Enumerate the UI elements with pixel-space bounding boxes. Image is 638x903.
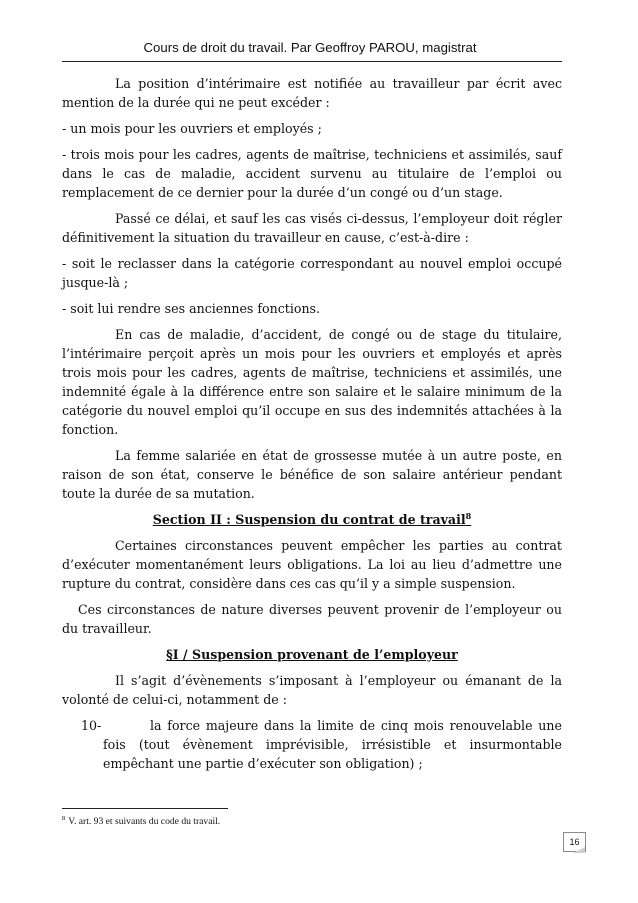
paragraph: En cas de maladie, d’accident, de congé ou de stage du titulaire, l’intérimaire perçoit après un mois pour les ouvriers et employés et après trois mois pour les cadres, agents de maîtrise, techniciens et assimilés, une indemnité égale à la différence entre son salaire et le salaire minimum de la catégorie du nouvel emploi qu’il occupe en sus des indemnités attachées à la fonction.: [62, 327, 562, 437]
footnote-separator: [62, 808, 228, 809]
header-rule: [62, 61, 562, 62]
page-number: 16: [569, 837, 580, 847]
numbered-list-item: [62, 716, 562, 773]
section-heading: [62, 510, 562, 529]
paragraph: Il s’agit d’évènements s’imposant à l’employeur ou émanant de la volonté de celui-ci, notamment de :: [62, 673, 562, 707]
section-heading-text: Section II : Suspension du contrat de travail: [152, 512, 466, 527]
footnote: [62, 816, 220, 827]
footnote-number: 8: [62, 814, 66, 822]
list-dash-item: - trois mois pour les cadres, agents de maîtrise, techniciens et assimilés, sauf dans le cas de maladie, accident survenu au titulaire de l’emploi ou remplacement de ce dernier pour la durée d’un congé ou d’un stage.: [62, 147, 562, 200]
paragraph: Passé ce délai, et sauf les cas visés ci-dessus, l’employeur doit régler définitivement la situation du travailleur en cause, c’est-à-dire :: [62, 211, 562, 245]
footnote-reference: 8: [465, 510, 472, 521]
list-dash-item: - un mois pour les ouvriers et employés ;: [62, 121, 322, 136]
footnote-text: V. art. 93 et suivants du code du travail.: [68, 816, 221, 827]
page-body: [62, 74, 562, 773]
page-header: [62, 40, 558, 55]
list-item-text: la force majeure dans la limite de cinq mois renouvelable une fois (tout évènement imprévisible, irrésistible et insurmontable empêchant une partie d’exécuter son obligation) ;: [103, 718, 562, 771]
list-dash-item: - soit le reclasser dans la catégorie correspondant au nouvel emploi occupé jusque-là ;: [62, 256, 562, 290]
paragraph: La position d’intérimaire est notifiée au travailleur par écrit avec mention de la durée qui ne peut excéder :: [62, 76, 562, 110]
paragraph: La femme salariée en état de grossesse mutée à un autre poste, en raison de son état, conserve le bénéfice de son salaire antérieur pendant toute la durée de sa mutation.: [62, 448, 562, 501]
page-corner-fold: [573, 847, 585, 853]
list-item-number: 10-: [81, 718, 102, 733]
paragraph: Certaines circonstances peuvent empêcher les parties au contrat d’exécuter momentanément leurs obligations. La loi au lieu d’admettre une rupture du contrat, considère dans ces cas qu’il y a simple suspension.: [62, 538, 562, 591]
header-title: Cours de droit du travail. Par Geoffroy PAROU, magistrat: [143, 40, 477, 55]
subsection-heading: §I / Suspension provenant de l’employeur: [166, 647, 458, 662]
paragraph: Ces circonstances de nature diverses peuvent provenir de l’employeur ou du travailleur.: [62, 602, 562, 636]
list-dash-item: - soit lui rendre ses anciennes fonctions.: [62, 301, 321, 316]
